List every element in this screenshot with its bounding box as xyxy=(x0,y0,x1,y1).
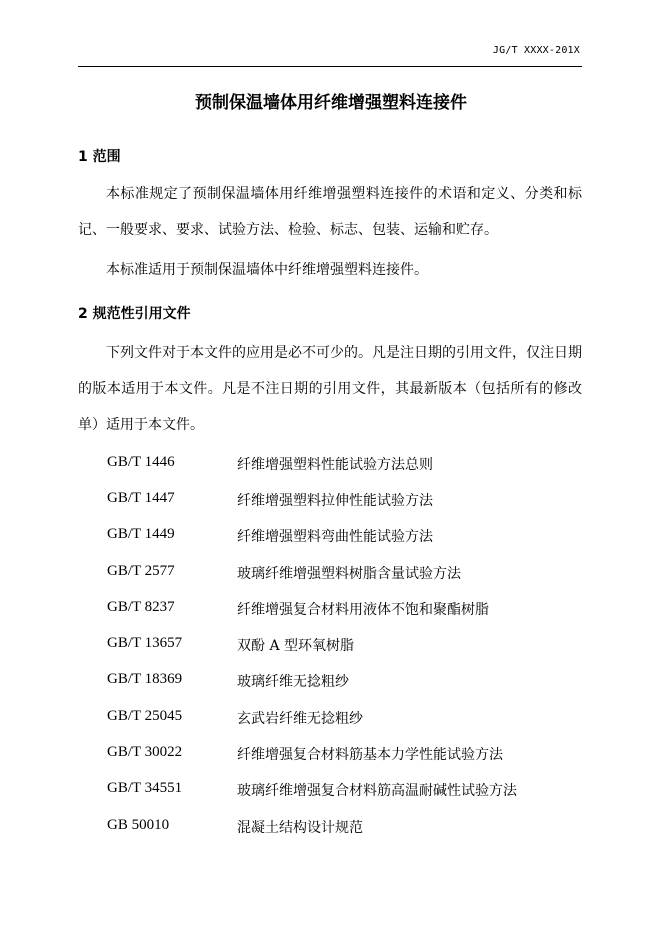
reference-code: GB/T 1449 xyxy=(107,526,175,542)
scope-paragraph-2: 本标准适用于预制保温墙体中纤维增强塑料连接件。 xyxy=(106,262,428,278)
reference-name: 纤维增强塑料拉伸性能试验方法 xyxy=(237,493,433,509)
standard-code: JG/T XXXX-201X xyxy=(492,45,580,56)
references-intro-paragraph: 下列文件对于本文件的应用是必不可少的。凡是注日期的引用文件，仅注日期的版本适用于本文件。凡是不注日期的引用文件，其最新版本（包括所有的修改单）适用于本文件。 xyxy=(78,345,582,433)
reference-code: GB/T 13657 xyxy=(107,635,183,651)
document-title: 预制保温墙体用纤维增强塑料连接件 xyxy=(195,93,467,113)
reference-name: 玻璃纤维增强塑料树脂含量试验方法 xyxy=(237,566,461,582)
reference-code: GB/T 8237 xyxy=(107,599,175,615)
reference-name: 纤维增强复合材料筋基本力学性能试验方法 xyxy=(237,747,503,763)
reference-code: GB/T 1447 xyxy=(107,490,175,506)
reference-code: GB/T 30022 xyxy=(107,744,183,760)
reference-name: 玻璃纤维增强复合材料筋高温耐碱性试验方法 xyxy=(237,783,517,799)
reference-code: GB/T 2577 xyxy=(107,563,175,579)
scope-paragraph-1: 本标准规定了预制保温墙体用纤维增强塑料连接件的术语和定义、分类和标记、一般要求、要求、试验方法、检验、标志、包装、运输和贮存。 xyxy=(78,186,582,238)
reference-code: GB 50010 xyxy=(107,817,170,833)
reference-name: 玻璃纤维无捻粗纱 xyxy=(237,674,349,690)
reference-name: 玄武岩纤维无捻粗纱 xyxy=(237,711,363,727)
reference-name: 纤维增强塑料弯曲性能试验方法 xyxy=(237,529,433,545)
reference-code: GB/T 25045 xyxy=(107,708,183,724)
reference-name: 纤维增强复合材料用液体不饱和聚酯树脂 xyxy=(237,602,489,618)
reference-code: GB/T 34551 xyxy=(107,780,183,796)
reference-name: 纤维增强塑料性能试验方法总则 xyxy=(237,457,433,473)
reference-code: GB/T 18369 xyxy=(107,671,183,687)
reference-name: 混凝土结构设计规范 xyxy=(237,820,363,836)
header-rule xyxy=(78,66,582,67)
section-heading-scope: 1 范围 xyxy=(78,149,121,165)
section-heading-normative-references: 2 规范性引用文件 xyxy=(78,306,191,322)
reference-name: 双酚 A 型环氧树脂 xyxy=(237,638,355,654)
reference-code: GB/T 1446 xyxy=(107,454,175,470)
